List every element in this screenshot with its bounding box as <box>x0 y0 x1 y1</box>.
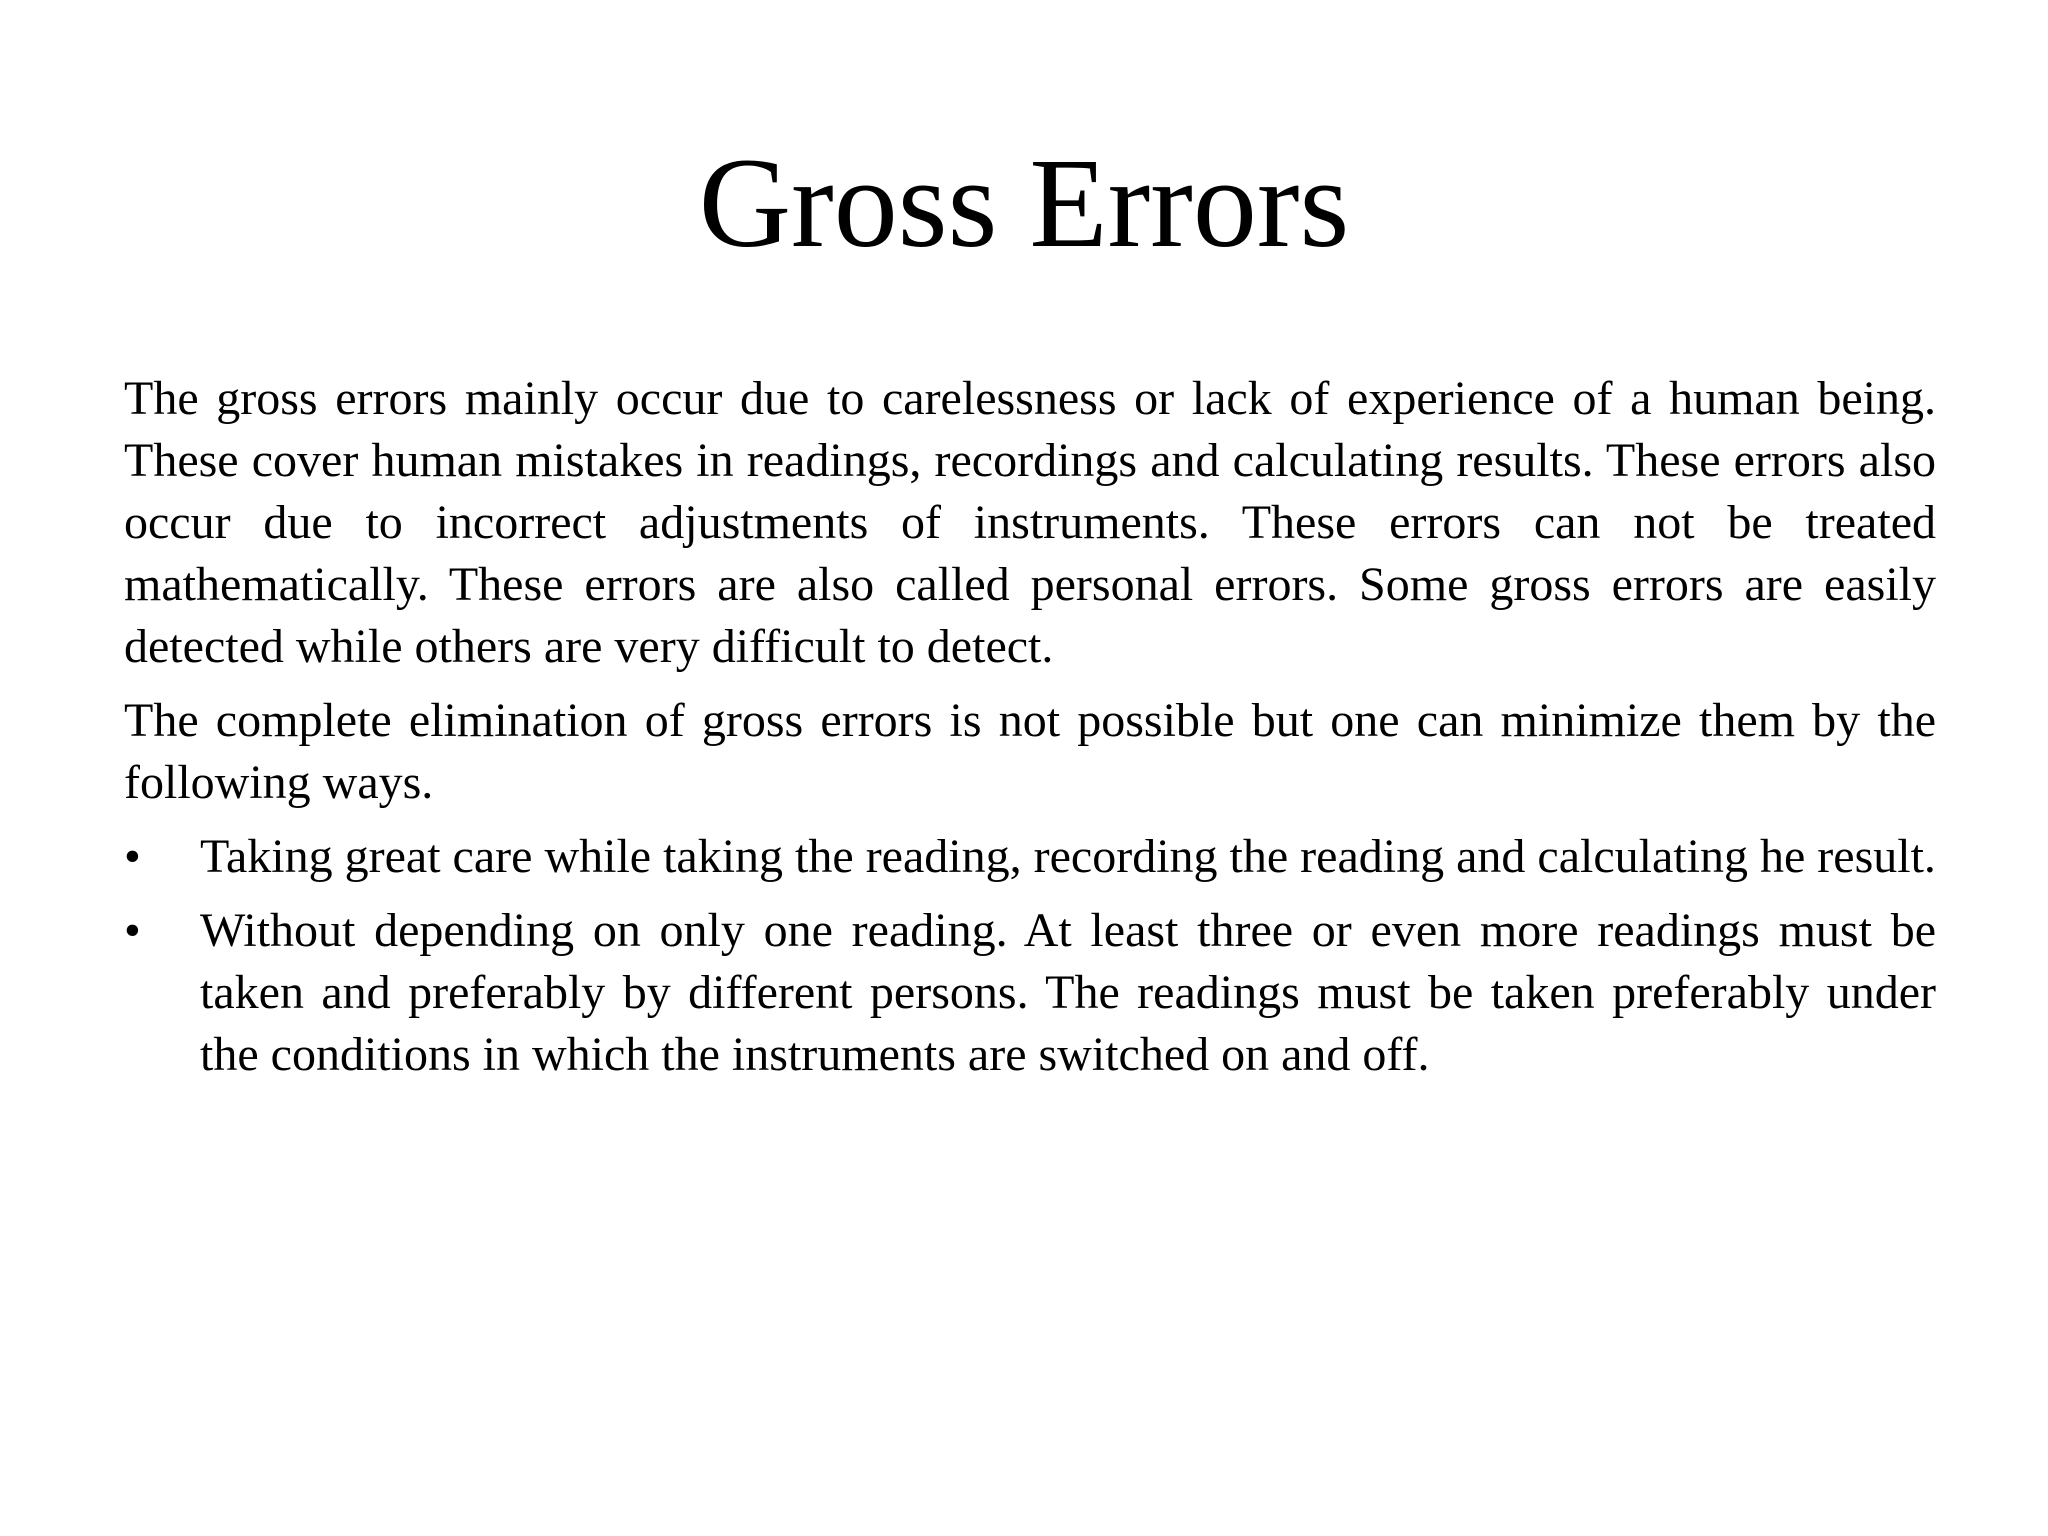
bullet-item <box>124 900 1936 1086</box>
bullet-item <box>124 826 1936 888</box>
body-paragraph-minimization: The complete elimination of gross errors is not possible but one can minimize them by the following ways. <box>124 694 1936 809</box>
bullet-icon: • <box>124 904 141 957</box>
bullet-list <box>124 826 1936 1086</box>
slide-title: Gross Errors <box>698 132 1350 274</box>
bullet-icon: • <box>124 830 141 883</box>
bullet-text: Taking great care while taking the reading, recording the reading and calculating he result. <box>200 830 1936 883</box>
bullet-text: Without depending on only one reading. At least three or even more readings must be taken and preferably by different persons. The readings must be taken preferably under the conditions in which the instruments are switched on and off. <box>200 904 1936 1081</box>
body-paragraph-definition: The gross errors mainly occur due to carelessness or lack of experience of a human being. These cover human mistakes in readings, recordings and calculating results. These errors also occur due to incorrect adjustments of instruments. These errors can not be treated mathematically. These errors are also called personal errors. Some gross errors are easily detected while others are very difficult to detect. <box>124 372 1936 673</box>
slide-content <box>124 368 1936 1098</box>
